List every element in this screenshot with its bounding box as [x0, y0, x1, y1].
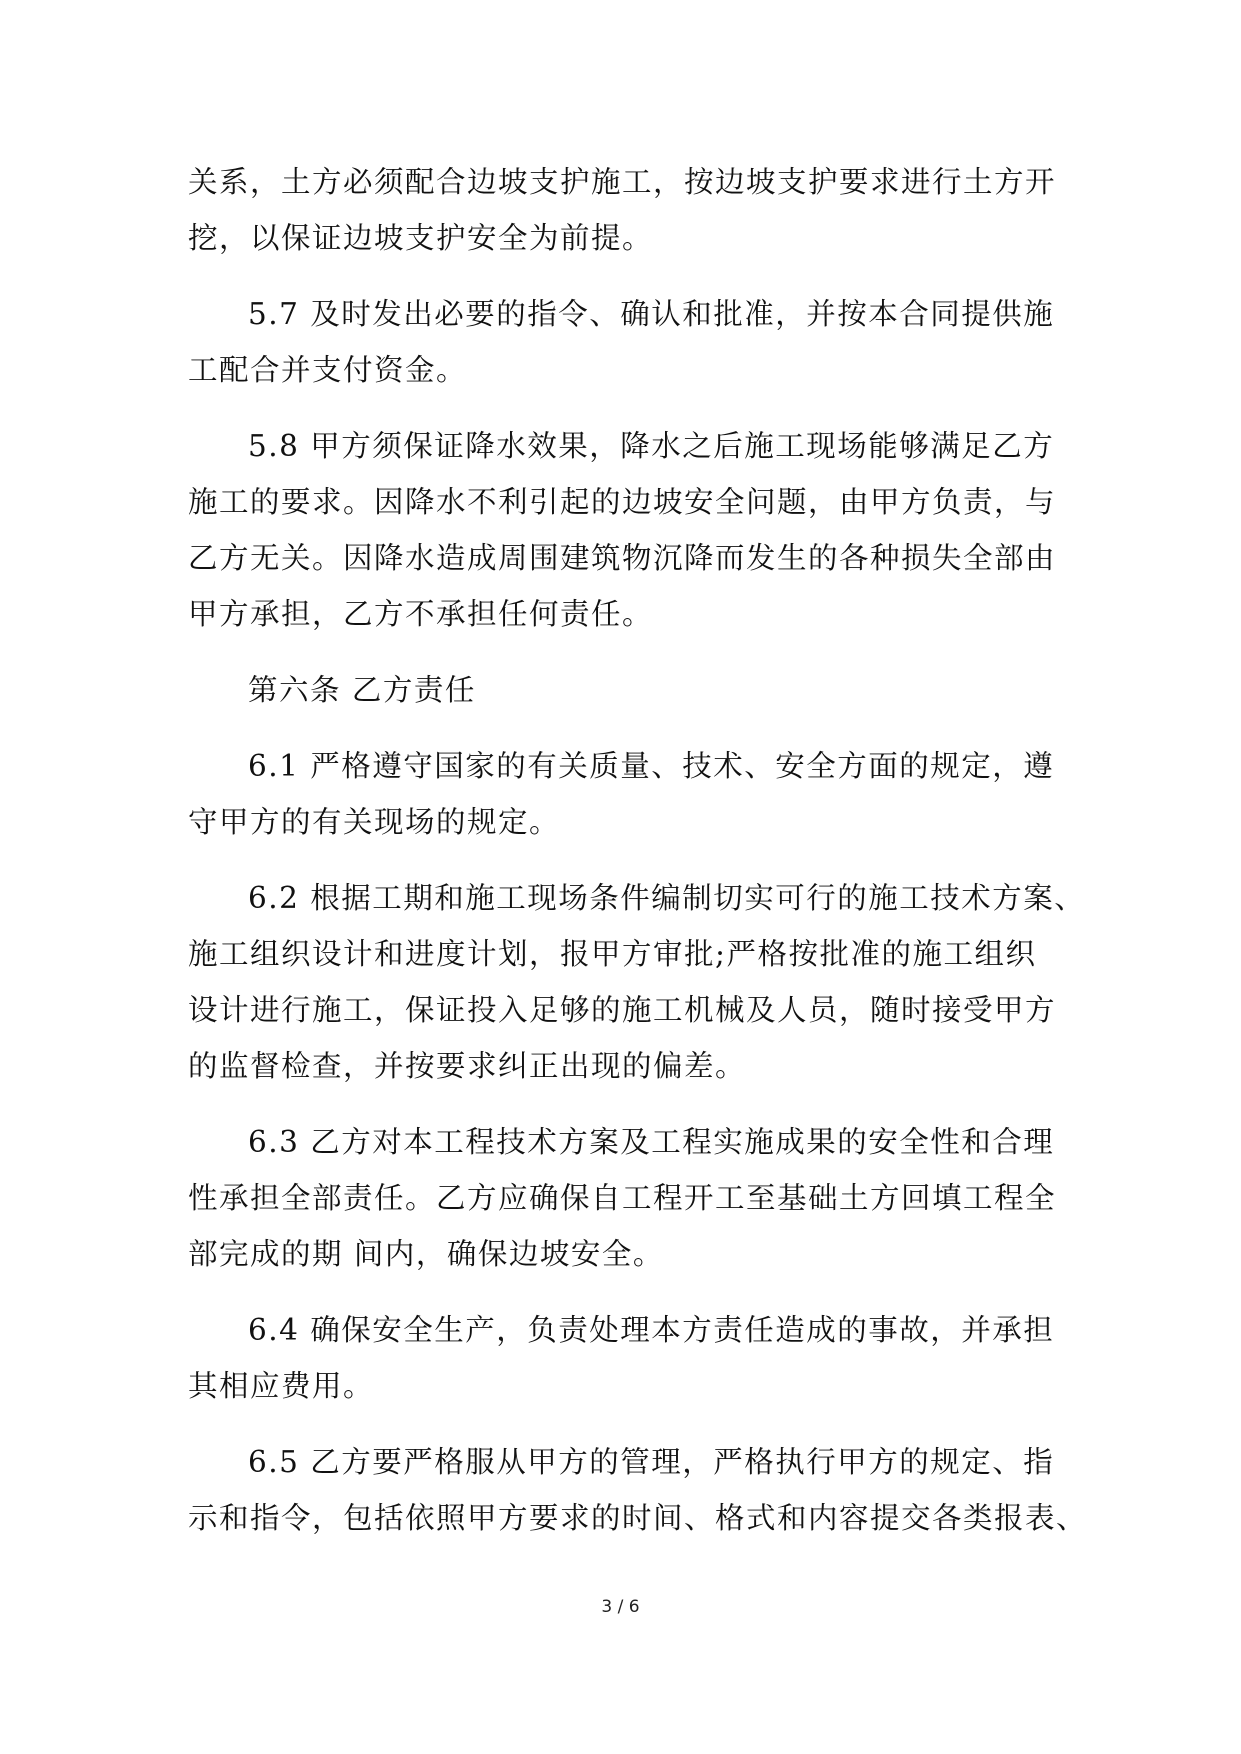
text-line: 甲方承担，乙方不承担任何责任。 — [188, 597, 654, 631]
text-line: 示和指令，包括依照甲方要求的时间、格式和内容提交各类报表、 — [188, 1501, 1088, 1535]
text-line: 性承担全部责任。乙方应确保自工程开工至基础土方回填工程全 — [188, 1181, 1057, 1215]
text-line: 6.5 乙方要严格服从甲方的管理，严格执行甲方的规定、指 — [248, 1445, 1055, 1479]
text-line: 施工组织设计和进度计划，报甲方审批;严格按批准的施工组织 — [188, 937, 1037, 971]
text-line: 工配合并支付资金。 — [188, 353, 468, 387]
text-line: 施工的要求。因降水不利引起的边坡安全问题，由甲方负责，与 — [188, 485, 1057, 519]
text-line: 6.1 严格遵守国家的有关质量、技术、安全方面的规定，遵 — [248, 749, 1055, 783]
text-line: 6.3 乙方对本工程技术方案及工程实施成果的安全性和合理 — [248, 1125, 1055, 1159]
text-line: 守甲方的有关现场的规定。 — [188, 805, 561, 839]
text-line: 6.4 确保安全生产，负责处理本方责任造成的事故，并承担 — [248, 1313, 1055, 1347]
text-line: 设计进行施工，保证投入足够的施工机械及人员，随时接受甲方 — [188, 993, 1057, 1027]
text-line: 挖，以保证边坡支护安全为前提。 — [188, 221, 654, 255]
text-line: 其相应费用。 — [188, 1369, 375, 1403]
text-line: 5.8 甲方须保证降水效果，降水之后施工现场能够满足乙方 — [248, 429, 1055, 463]
text-line: 的监督检查，并按要求纠正出现的偏差。 — [188, 1049, 747, 1083]
text-line: 5.7 及时发出必要的指令、确认和批准，并按本合同提供施 — [248, 297, 1055, 331]
text-line: 关系，土方必须配合边坡支护施工，按边坡支护要求进行土方开 — [188, 165, 1057, 199]
text-line: 乙方无关。因降水造成周围建筑物沉降而发生的各种损失全部由 — [188, 541, 1057, 575]
text-line: 部完成的期 间内，确保边坡安全。 — [188, 1237, 664, 1271]
page-number: 3 / 6 — [601, 1597, 640, 1617]
text-line: 6.2 根据工期和施工现场条件编制切实可行的施工技术方案、 — [248, 881, 1086, 915]
section-heading: 第六条 乙方责任 — [248, 673, 476, 707]
